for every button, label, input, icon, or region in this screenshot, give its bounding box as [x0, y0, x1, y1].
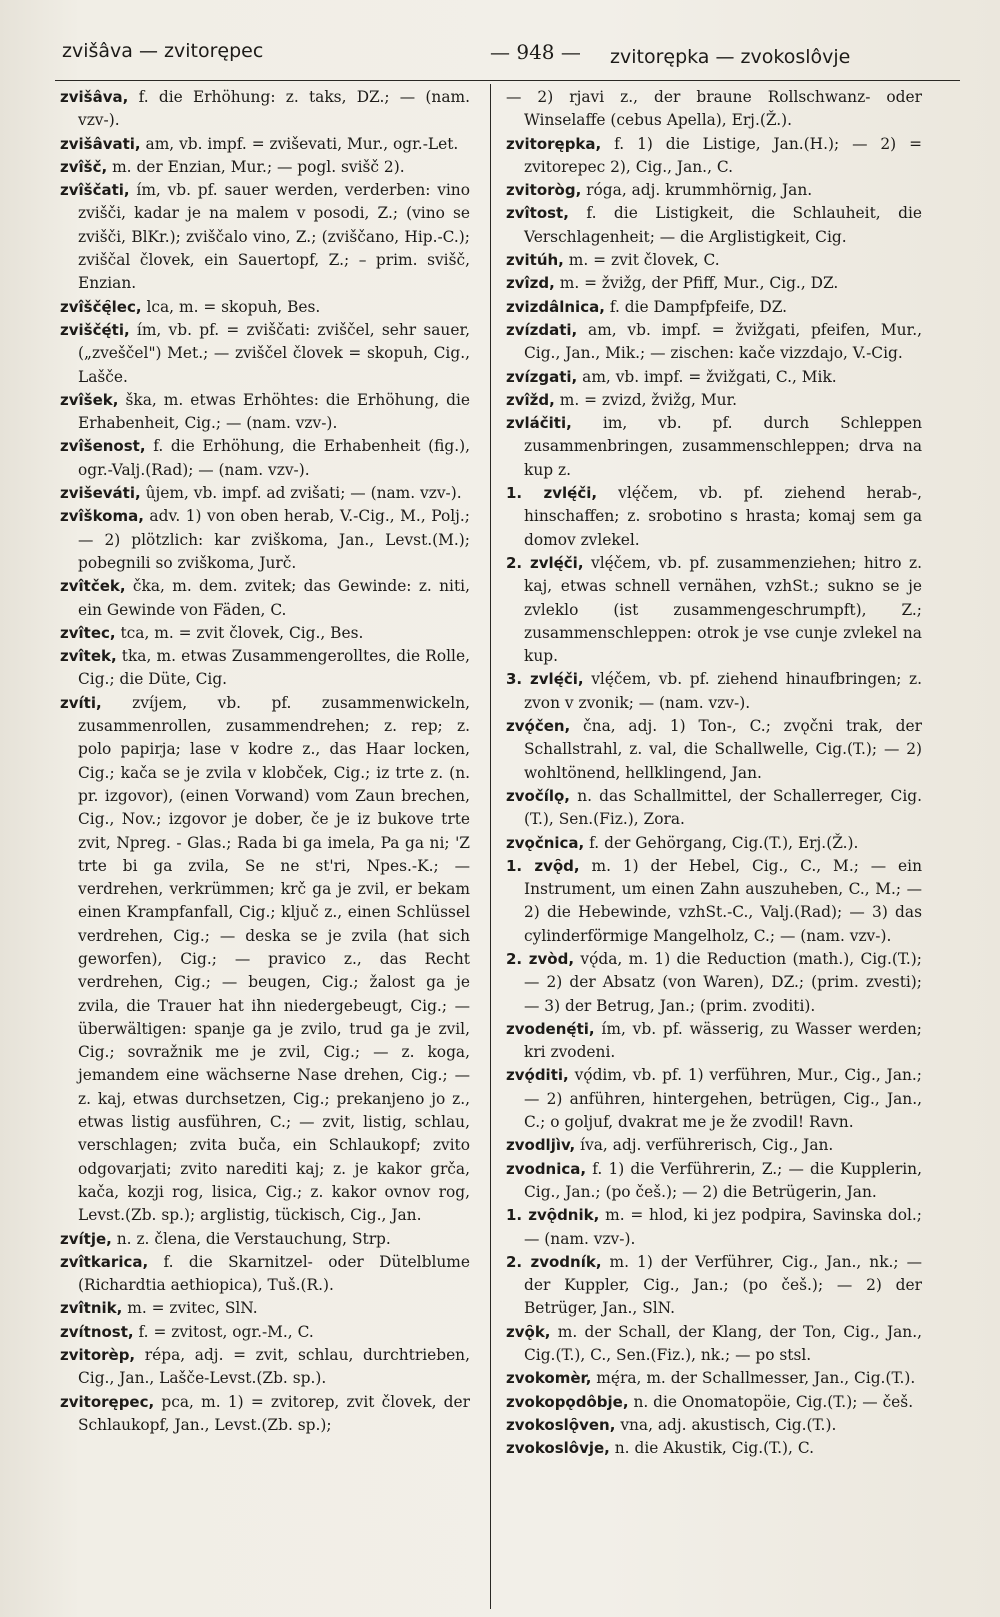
entry-headword: zviščę́ti,: [60, 320, 130, 339]
entry-headword: zvodnica,: [506, 1159, 587, 1178]
dictionary-entry: [60, 645, 470, 692]
entry-definition: m. = zvit človek, C.: [568, 251, 720, 270]
right-column: [506, 86, 922, 1461]
entry-definition: f. die Erhöhung: z. taks, DZ.; — (nam. vzv-).: [78, 88, 470, 130]
entry-definition: f. der Gehörgang, Cig.(T.), Erj.(Ž.).: [589, 833, 859, 852]
dictionary-entry: [506, 785, 922, 832]
dictionary-entry: [60, 1251, 470, 1298]
entry-headword: zvitorępka,: [506, 134, 602, 153]
dictionary-entry: [60, 296, 470, 319]
entry-headword: 1. zvlę́či,: [506, 484, 598, 503]
entry-headword: zviševáti,: [60, 484, 141, 503]
entry-definition: tca, m. = zvit človek, Cig., Bes.: [120, 623, 364, 642]
entry-headword: zvitoròg,: [506, 181, 582, 200]
entry-headword: zvizdâlnica,: [506, 297, 605, 316]
entry-headword: zvočílǫ,: [506, 786, 570, 805]
entry-headword: zvîzd,: [506, 274, 555, 293]
dictionary-entry: [506, 202, 922, 249]
entry-headword: zvízgati,: [506, 367, 578, 386]
entry-definition: m. der Schall, der Klang, der Ton, Cig., Jan., Cig.(T.), C., Sen.(Fiz.), nk.; — po stsl.: [524, 1322, 922, 1365]
dictionary-entry: [60, 1344, 470, 1391]
entry-definition: ím, vb. pf. wässerig, zu Wasser werden; kri zvodeni.: [524, 1019, 922, 1062]
entry-definition: ûjem, vb. impf. ad zvišati; — (nam. vzv-).: [145, 484, 462, 503]
header-right-guide-words: zvitorępka — zvokoslôvje: [610, 46, 851, 68]
entry-headword: zvîtnik,: [60, 1299, 123, 1318]
dictionary-entry: [60, 505, 470, 575]
entry-headword: zvokoslôvje,: [506, 1439, 610, 1458]
entry-headword: zvîžd,: [506, 390, 555, 409]
entry-definition: vǫ́da, m. 1) die Reduction (math.), Cig.(T.); — 2) der Absatz (von Waren), DZ.; (prim. zvesti); — 3) der Betrug, Jan.; (prim. zvoditi).: [524, 949, 922, 1015]
dictionary-entry: [506, 1018, 922, 1065]
dictionary-entry: [60, 1228, 470, 1251]
entry-headword: zvîtek,: [60, 647, 117, 666]
entry-headword: zvodenę́ti,: [506, 1019, 595, 1038]
dictionary-entry: [60, 319, 470, 389]
entry-definition: čna, adj. 1) Ton-, C.; zvǫčni trak, der Schallstrahl, z. val, die Schallwelle, Cig.(T.); — 2) wohltönend, hellklingend, Jan.: [524, 717, 922, 782]
dictionary-entry: [506, 1134, 922, 1157]
dictionary-entry: [506, 412, 922, 482]
dictionary-entry: [60, 482, 470, 505]
entry-definition: mę́ra, m. der Schallmesser, Jan., Cig.(T.).: [596, 1369, 916, 1388]
entry-definition: f. = zvitost, ogr.-M., C.: [138, 1322, 314, 1341]
dictionary-entry: [506, 366, 922, 389]
entry-definition: am, vb. impf. = žvižgati, C., Mik.: [582, 367, 837, 386]
entry-definition: čka, m. dem. zvitek; das Gewinde: z. niti, ein Gewinde von Fäden, C.: [78, 577, 470, 619]
dictionary-entry: [506, 1064, 922, 1134]
dictionary-entry: [506, 1437, 922, 1460]
entry-headword: 1. zvǫ̑d,: [506, 856, 580, 875]
entry-headword: zvíti,: [60, 693, 102, 712]
column-divider: [490, 84, 491, 1609]
entry-definition: m. = zvitec, SlN.: [127, 1299, 258, 1318]
dictionary-entry: [506, 296, 922, 319]
dictionary-entry: [506, 1414, 922, 1437]
dictionary-entry: [506, 389, 922, 412]
entry-headword: zvîškoma,: [60, 507, 144, 526]
entry-definition: m. = zvizd, žvižg, Mur.: [559, 390, 738, 409]
entry-headword: zvišâva,: [60, 88, 129, 106]
dictionary-entry: [506, 1251, 922, 1321]
entry-definition: ím, vb. pf. = zviščati: zviščel, sehr sauer, („zveščel") Met.; — zviščel človek = skopuh, Cig., Lašče.: [78, 320, 470, 386]
entry-headword: zvokoslǫ̑ven,: [506, 1415, 616, 1434]
entry-definition: adv. 1) von oben herab, V.-Cig., M., Polj.; — 2) plötzlich: kar zviškoma, Jan., Levst.(M.); pobegnili so zviškoma, Jurč.: [78, 507, 470, 572]
entry-headword: zvláčiti,: [506, 414, 572, 433]
entry-definition: f. die Dampfpfeife, DZ.: [609, 297, 788, 316]
entry-headword: zvîščati,: [60, 181, 130, 200]
dictionary-entry: [60, 575, 470, 622]
entry-definition: f. die Skarnitzel- oder Dütelblume (Richardtia aethiopica), Tuš.(R.).: [78, 1252, 470, 1295]
entry-definition: n. die Akustik, Cig.(T.), C.: [614, 1439, 814, 1458]
entry-headword: 2. zvlę́či,: [506, 553, 584, 572]
page-header: [50, 36, 960, 76]
dictionary-entry: [506, 1204, 922, 1251]
entry-headword: zvîtkarica,: [60, 1252, 149, 1271]
dictionary-entry: [60, 1321, 470, 1344]
entry-headword: zvízdati,: [506, 320, 578, 339]
dictionary-entry: [506, 179, 922, 202]
entry-definition: n. das Schallmittel, der Schallerreger, Cig.(T.), Sen.(Fiz.), Zora.: [524, 786, 922, 829]
dictionary-entry: [506, 1158, 922, 1205]
entry-definition: f. die Listigkeit, die Schlauheit, die Verschlagenheit; — die Arglistigkeit, Cig.: [524, 204, 922, 246]
entry-headword: zvǫ̑k,: [506, 1322, 551, 1341]
entry-headword: zvîtček,: [60, 577, 126, 596]
entry-headword: zvokopǫdôbje,: [506, 1392, 629, 1411]
entry-headword: zvǫ́diti,: [506, 1066, 569, 1085]
page-number: — 948 —: [490, 40, 581, 64]
header-left-guide-words: zvišâva — zvitorępec: [62, 40, 264, 62]
header-rule: [55, 80, 960, 81]
entry-headword: zvîšč,: [60, 157, 108, 176]
dictionary-entry: [60, 179, 470, 295]
dictionary-entry: [60, 692, 470, 1228]
entry-definition: am, vb. impf. = zviševati, Mur., ogr.-Let.: [145, 134, 459, 153]
entry-definition: tka, m. etwas Zusammengerolltes, die Rolle, Cig.; die Düte, Cig.: [78, 647, 470, 689]
entry-headword: zvítje,: [60, 1229, 112, 1248]
entry-definition: lca, m. = skopuh, Bes.: [146, 297, 321, 316]
entry-headword: zvodljìv,: [506, 1136, 576, 1155]
entry-definition: ím, vb. pf. sauer werden, verderben: vino zvišči, kadar je na malem v posodi, Z.; (vino se zvišči, BlKr.); zviščalo vino, Z.; (zviščano, Hip.-C.); zviščal človek, ein Sauertopf, Z.; – prim. svišč, Enzian.: [78, 181, 470, 293]
entry-definition: m. = hlod, ki jez podpira, Savinska dol.; — (nam. vzv-).: [524, 1206, 922, 1248]
entry-definition: vlę́čem, vb. pf. ziehend herab-, hinschaffen; z. srobotino s hrasta; komaj sem ga domov zvlekel.: [524, 484, 922, 549]
dictionary-entry: [506, 1367, 922, 1390]
entry-definition: pca, m. 1) = zvitorep, zvit človek, der Schlaukopf, Jan., Levst.(Zb. sp.);: [78, 1392, 470, 1434]
entry-definition: m. 1) der Hebel, Cig., C., M.; — ein Instrument, um einen Zahn auszuheben, C., M.; — 2) die Hebewinde, vzhSt.-C., Valj.(Rad); — 3) das cylinderförmige Mangelholz, C.; — (nam. vzv-).: [524, 856, 922, 945]
entry-definition: m. = žvižg, der Pfiff, Mur., Cig., DZ.: [559, 274, 839, 293]
dictionary-entry: [506, 552, 922, 668]
entry-definition: vǫ́dim, vb. pf. 1) verführen, Mur., Cig., Jan.; — 2) anführen, hintergehen, betrügen, Cig., Jan., C.; o goljuf, dvakrat me je že zvodil! Ravn.: [524, 1066, 922, 1132]
entry-definition: f. 1) die Listige, Jan.(H.); — 2) = zvitorepec 2), Cig., Jan., C.: [524, 134, 922, 176]
entry-definition: — 2) rjavi z., der braune Rollschwanz- oder Winselaffe (cebus Apella), Erj.(Ž.).: [506, 88, 922, 130]
entry-definition: n. z. člena, die Verstauchung, Strp.: [116, 1229, 391, 1248]
dictionary-entry: [60, 435, 470, 482]
entry-headword: zvîšek,: [60, 390, 119, 409]
dictionary-entry: [506, 715, 922, 785]
entry-headword: zvîtec,: [60, 623, 116, 642]
dictionary-entry: [506, 249, 922, 272]
entry-headword: zvokomèr,: [506, 1369, 592, 1388]
dictionary-entry: [60, 1391, 470, 1438]
entry-definition: zvíjem, vb. pf. zusammenwickeln, zusammenrollen, zusammendrehen; z. rep; z. polo papirja; lase v kodre z., das Haar locken, Cig.; kača se je zvila v klobček, Cig.; iz trte z. (n. pr. izgovor), (einen Vorwand) vom Zaun brechen, Cig., Nov.; izgovor je dober, če je iz bukove trte zvit, Npreg. - Glas.; Rada bi ga imela, Pa ga ni; 'Z trte bi ga zvila, Se ne st'ri, Npes.-K.; — verdrehen, verkrümmen; krč ga je zvil, er bekam einen Krampfanfall, Cig.; ključ z., einen Schlüssel verdrehen, Cig.; — deska se je zvila (hat sich geworfen), Cig.; — pravico z., das Recht verdrehen, Cig.; — beugen, Cig.; žalost ga je zvila, die Trauer hat ihn niedergebeugt, Cig.; — überwältigen: spanje ga je zvilo, trud ga je zvil, Cig.; sovražnik me je zvil, Cig.; — z. koga, jemandem eine wächserne Nase drehen, Cig.; — z. kaj, etwas durchsetzen, Cig.; prekanjeno jo z., etwas listig ausführen, C.; — zvit, listig, schlau, verschlagen; zvita buča, ein Schlaukopf; zvito odgovarjati; zvito narediti kaj; z. je kakor grča, kača, kozji rog, lisica, Cig.; z. kakor ovnov rog, Levst.(Zb. sp.); arglistig, tückisch, Cig., Jan.: [78, 693, 470, 1225]
dictionary-entry: [60, 86, 470, 133]
dictionary-entry: [506, 86, 922, 133]
entry-headword: zvitorępec,: [60, 1392, 155, 1411]
entry-headword: zvitorèp,: [60, 1346, 136, 1365]
entry-definition: n. die Onomatopöie, Cig.(T.); — češ.: [633, 1392, 914, 1411]
entry-definition: m. der Enzian, Mur.; — pogl. svišč 2).: [112, 157, 405, 176]
entry-definition: vlę́čem, vb. pf. zusammenziehen; hitro z. kaj, etwas schnell vernähen, vzhSt.; sukno se je zvleklo (ist zusammengeschrumpft), Z.; zusammenschleppen: otrok je vse cunje zvlekel na kup.: [524, 553, 922, 666]
entry-definition: vlę́čem, vb. pf. ziehend hinaufbringen; z. zvon v zvonik; — (nam. vzv-).: [524, 670, 922, 712]
entry-headword: zvîšenost,: [60, 437, 146, 456]
entry-definition: f. die Erhöhung, die Erhabenheit (fig.), ogr.-Valj.(Rad); — (nam. vzv-).: [78, 437, 470, 479]
dictionary-entry: [506, 832, 922, 855]
entry-headword: zvîščę̑lec,: [60, 297, 142, 316]
entry-headword: 2. zvodník,: [506, 1252, 602, 1271]
dictionary-entry: [506, 133, 922, 180]
dictionary-entry: [60, 622, 470, 645]
entry-headword: 1. zvǫ̑dnik,: [506, 1206, 600, 1225]
entry-headword: 2. zvòd,: [506, 949, 575, 968]
dictionary-entry: [60, 156, 470, 179]
entry-headword: zvǫčnica,: [506, 833, 585, 852]
entry-definition: am, vb. impf. = žvižgati, pfeifen, Mur., Cig., Jan., Mik.; — zischen: kače vizzdajo, V.-Cig.: [524, 320, 922, 363]
dictionary-entry: [506, 319, 922, 366]
entry-headword: zvîtost,: [506, 204, 569, 223]
entry-definition: f. 1) die Verführerin, Z.; — die Kupplerin, Cig., Jan.; (po češ.); — 2) die Betrügerin, Jan.: [524, 1159, 922, 1201]
dictionary-entry: [506, 1321, 922, 1368]
dictionary-entry: [60, 1297, 470, 1320]
entry-definition: répa, adj. = zvit, schlau, durchtrieben, Cig., Jan., Lašče-Levst.(Zb. sp.).: [78, 1346, 470, 1388]
entry-headword: 3. zvlę́či,: [506, 670, 584, 689]
dictionary-entry: [506, 948, 922, 1018]
dictionary-entry: [506, 855, 922, 948]
dictionary-entry: [60, 133, 470, 156]
entry-headword: zvǫ́čen,: [506, 717, 571, 736]
dictionary-entry: [506, 272, 922, 295]
entry-definition: vna, adj. akustisch, Cig.(T.).: [620, 1415, 837, 1434]
entry-definition: ška, m. etwas Erhöhtes: die Erhöhung, die Erhabenheit, Cig.; — (nam. vzv-).: [78, 390, 470, 433]
dictionary-entry: [506, 668, 922, 715]
entry-headword: zvítnost,: [60, 1322, 134, 1341]
entry-headword: zvišâvati,: [60, 134, 141, 153]
entry-definition: róga, adj. krummhörnig, Jan.: [586, 181, 813, 200]
entry-definition: íva, adj. verführerisch, Cig., Jan.: [580, 1136, 834, 1155]
dictionary-entry: [506, 1391, 922, 1414]
entry-headword: zvitúh,: [506, 251, 564, 270]
left-column: [60, 86, 470, 1437]
dictionary-entry: [60, 389, 470, 436]
entry-definition: im, vb. pf. durch Schleppen zusammenbringen, zusammenschleppen; drva na kup z.: [524, 414, 922, 479]
entry-definition: m. 1) der Verführer, Cig., Jan., nk.; — der Kuppler, Cig., Jan.; (po češ.); — 2) der Betrüger, Jan., SlN.: [524, 1252, 923, 1318]
dictionary-entry: [506, 482, 922, 552]
